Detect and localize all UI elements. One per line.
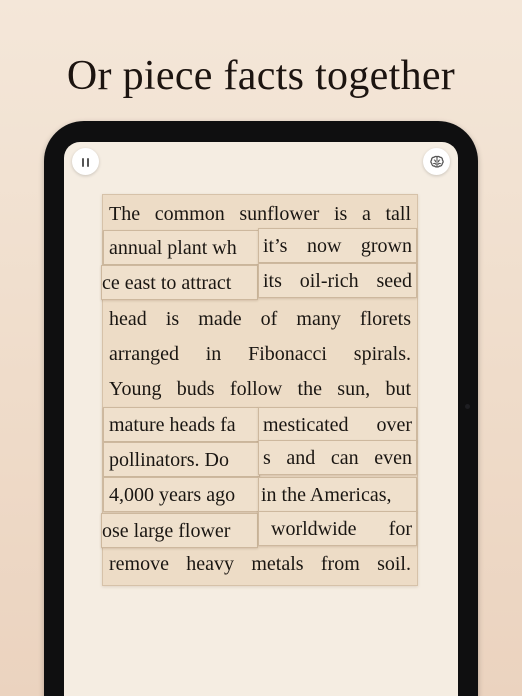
text-piece[interactable]: ce east to attract [101, 265, 258, 300]
text-piece[interactable]: 4,000 years ago [103, 477, 260, 512]
page-title: Or piece facts together [66, 53, 456, 99]
text-piece[interactable]: s and can even [258, 440, 417, 475]
hint-button[interactable] [423, 148, 450, 175]
text-line: remove heavy metals from soil. [109, 553, 411, 575]
tablet-frame [44, 121, 478, 696]
app-screen [64, 142, 458, 696]
text-line: The common sunflower is a tall [109, 203, 411, 225]
text-piece[interactable]: mature heads fa [103, 407, 260, 442]
text-piece[interactable]: annual plant wh [103, 230, 260, 265]
text-piece[interactable]: worldwide for [258, 511, 417, 546]
text-line: Young buds follow the sun, but [109, 378, 411, 400]
text-piece[interactable]: mesticated over [258, 407, 417, 442]
text-piece[interactable]: in the Americas, [258, 477, 417, 512]
text-piece[interactable]: ose large flower [101, 513, 258, 548]
text-piece[interactable]: its oil-rich seed [258, 263, 417, 298]
camera-dot [465, 404, 470, 409]
text-piece[interactable]: pollinators. Do [103, 442, 260, 477]
text-line: arranged in Fibonacci spirals. [109, 343, 411, 365]
text-piece[interactable]: it’s now grown [258, 228, 417, 263]
pause-button[interactable] [72, 148, 99, 175]
brain-icon [429, 154, 445, 170]
pause-icon [80, 152, 90, 171]
sentence-puzzle-board [102, 194, 418, 586]
text-line: head is made of many florets [109, 308, 411, 330]
